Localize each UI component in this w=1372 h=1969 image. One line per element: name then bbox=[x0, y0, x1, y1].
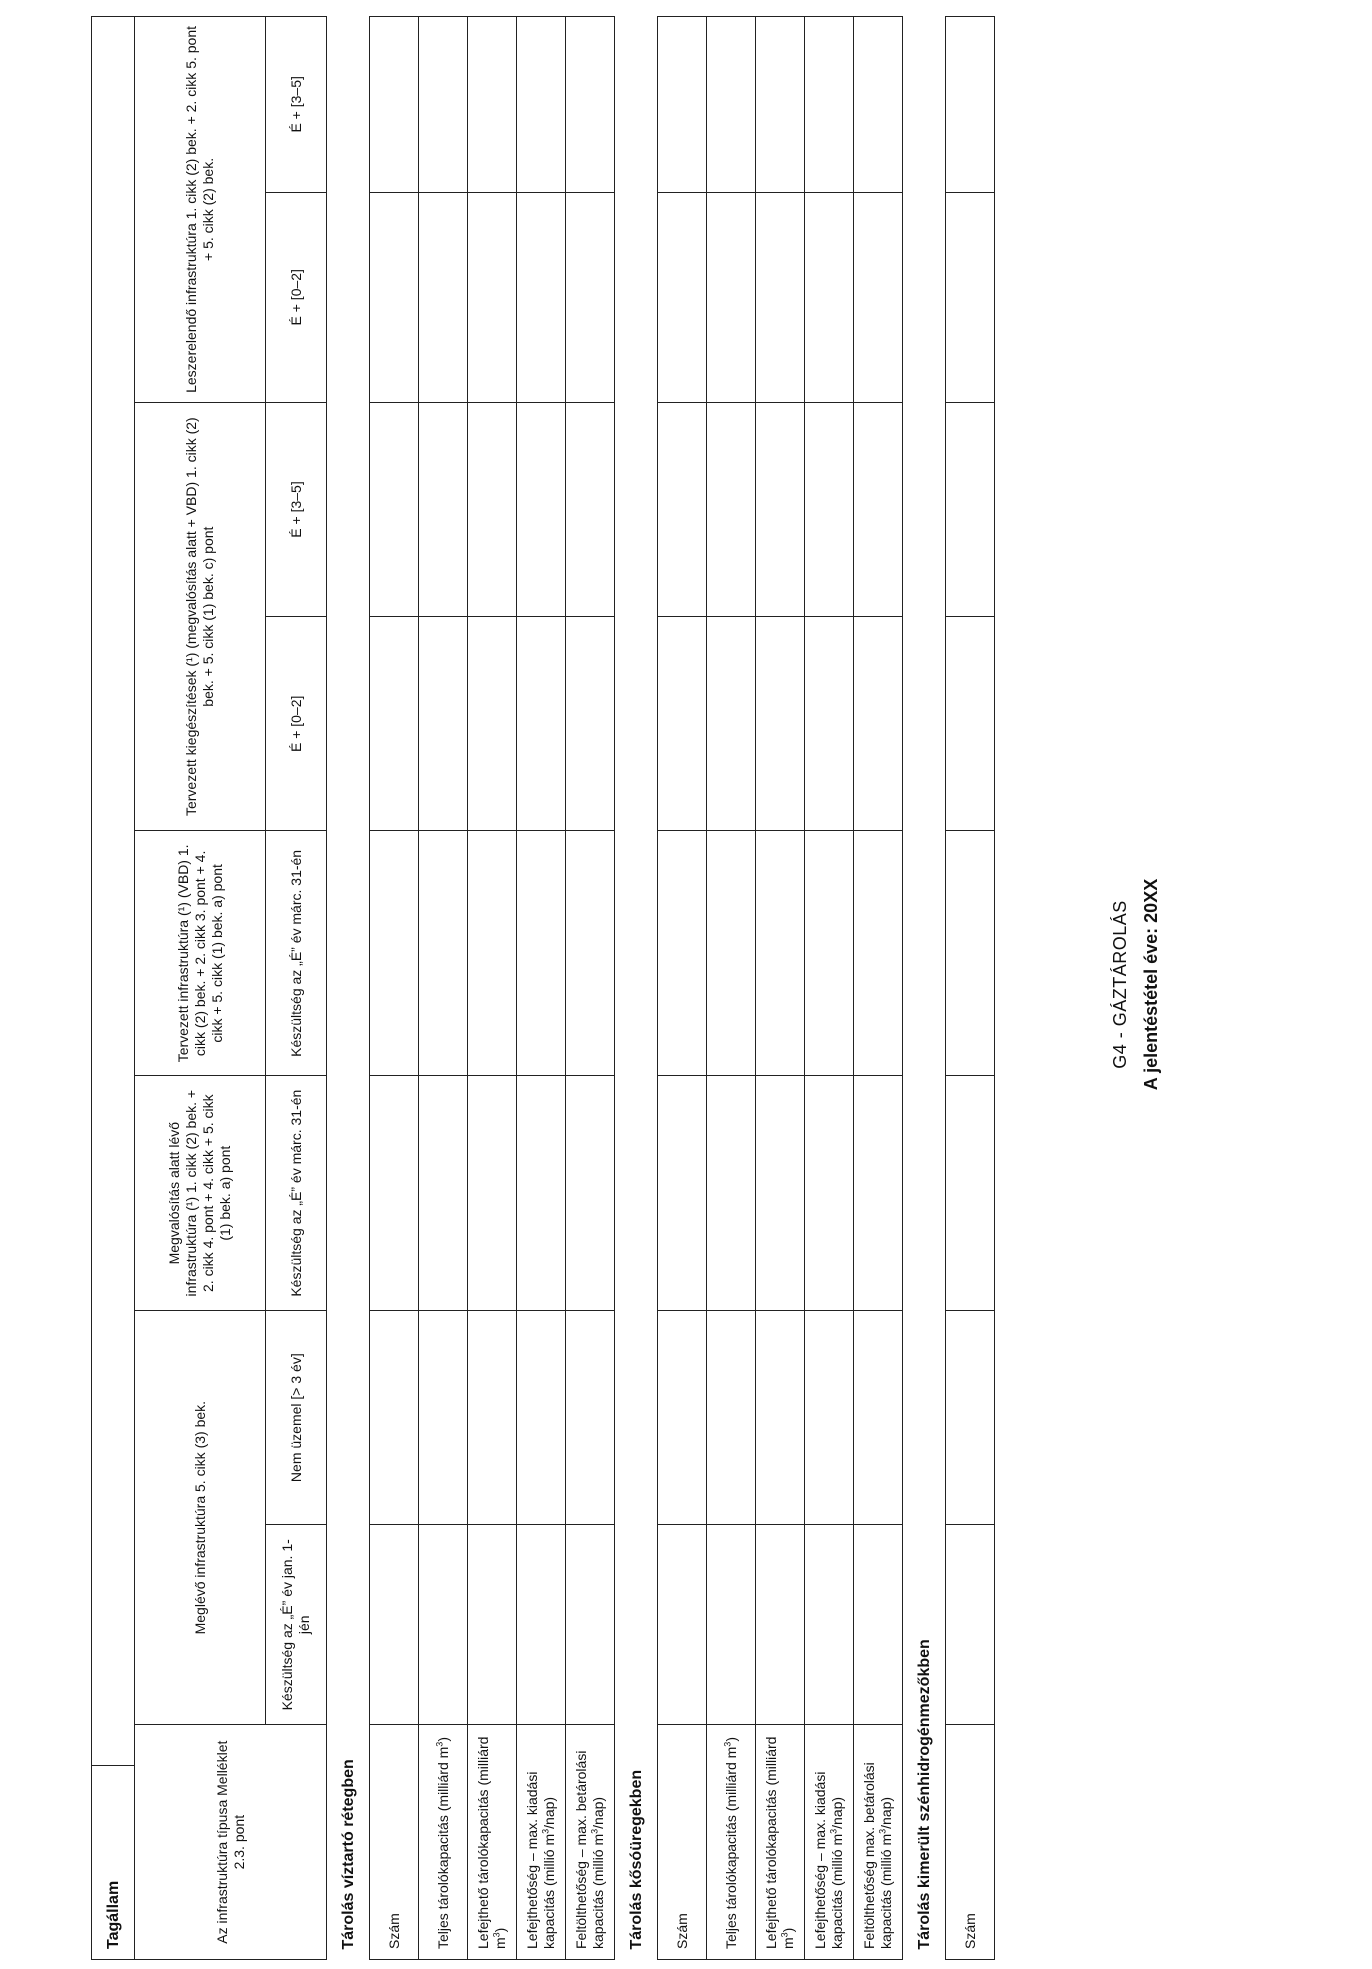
value-cell[interactable] bbox=[370, 402, 419, 616]
infrastructure-type-header: Az infrastruktúra típusa Melléklet 2.3. pont bbox=[135, 1725, 327, 1960]
value-cell[interactable] bbox=[566, 402, 615, 616]
row-unit-suffix: /nap) bbox=[541, 1796, 557, 1829]
value-cell[interactable] bbox=[419, 402, 468, 616]
value-cell[interactable] bbox=[756, 831, 805, 1076]
table-row bbox=[468, 17, 517, 1960]
value-cell[interactable] bbox=[370, 1525, 419, 1725]
row-unit-text: (millió m bbox=[829, 1833, 845, 1886]
table-row bbox=[854, 17, 903, 1960]
value-cell[interactable] bbox=[946, 617, 995, 831]
section-title: Tárolás víztartó rétegben bbox=[327, 17, 370, 1960]
row-unit-text: (millió m bbox=[590, 1833, 606, 1886]
value-cell[interactable] bbox=[805, 1525, 854, 1725]
planned-status-header: Készültség az „É” év márc. 31-én bbox=[266, 831, 327, 1076]
row-label bbox=[805, 1725, 854, 1960]
row-unit-text: (millió m bbox=[878, 1833, 894, 1886]
value-cell[interactable] bbox=[468, 831, 517, 1076]
row-label-text: Lefejthető tárolókapacitás bbox=[763, 1789, 779, 1949]
value-cell[interactable] bbox=[946, 1311, 995, 1525]
value-cell[interactable] bbox=[658, 617, 707, 831]
row-unit-superscript: 3 bbox=[877, 1828, 888, 1834]
row-unit-text: (milliárd m bbox=[475, 1736, 508, 1949]
row-label bbox=[658, 1725, 707, 1960]
table-row bbox=[658, 17, 707, 1960]
planned-additions-0-2-header: É + [0–2] bbox=[266, 617, 327, 831]
value-cell[interactable] bbox=[658, 402, 707, 616]
value-cell[interactable] bbox=[756, 1525, 805, 1725]
decommissioned-3-5-header: É + [3–5] bbox=[266, 17, 327, 193]
row-unit-superscript: 3 bbox=[491, 1932, 502, 1938]
value-cell[interactable] bbox=[419, 192, 468, 402]
decommissioned-0-2-header: É + [0–2] bbox=[266, 192, 327, 402]
value-cell[interactable] bbox=[517, 192, 566, 402]
row-unit-suffix: /nap) bbox=[878, 1796, 894, 1829]
row-label-text: Feltölthetőség – max. betárolási kapacitás bbox=[573, 1750, 606, 1949]
value-cell[interactable] bbox=[517, 402, 566, 616]
value-cell[interactable] bbox=[707, 617, 756, 831]
row-label bbox=[756, 1725, 805, 1960]
value-cell[interactable] bbox=[805, 1076, 854, 1311]
row-label bbox=[946, 1725, 995, 1960]
value-cell[interactable] bbox=[854, 1311, 903, 1525]
row-label-text: Lefejthető tárolókapacitás bbox=[475, 1789, 491, 1949]
row-unit-suffix: /nap) bbox=[829, 1796, 845, 1829]
row-unit-text: (milliárd m bbox=[722, 1746, 739, 1812]
row-label-text: Lefejthetőség – max. kiadási kapacitás bbox=[812, 1771, 845, 1949]
value-cell[interactable] bbox=[419, 1311, 468, 1525]
value-cell[interactable] bbox=[805, 1311, 854, 1525]
value-cell[interactable] bbox=[658, 1076, 707, 1311]
table-row bbox=[946, 17, 995, 1960]
planned-additions-3-5-header: É + [3–5] bbox=[266, 402, 327, 616]
value-cell[interactable] bbox=[854, 1076, 903, 1311]
under-construction-status-header: Készültség az „É” év márc. 31-én bbox=[266, 1076, 327, 1311]
value-cell[interactable] bbox=[707, 1311, 756, 1525]
value-cell[interactable] bbox=[805, 402, 854, 616]
value-cell[interactable] bbox=[517, 1525, 566, 1725]
row-unit-superscript: 3 bbox=[433, 1741, 444, 1747]
value-cell[interactable] bbox=[756, 1076, 805, 1311]
document-heading bbox=[1110, 0, 1162, 1969]
section-row bbox=[903, 17, 946, 1960]
value-cell[interactable] bbox=[658, 17, 707, 193]
value-cell[interactable] bbox=[756, 617, 805, 831]
planned-additions-header: Tervezett kiegészítések (¹) (megvalósítás alatt + VBD) 1. cikk (2) bek. + 5. cikk (1) bek. c) pont bbox=[135, 402, 266, 831]
value-cell[interactable] bbox=[854, 617, 903, 831]
table-row bbox=[370, 17, 419, 1960]
table-row bbox=[756, 17, 805, 1960]
value-cell[interactable] bbox=[658, 831, 707, 1076]
group-header-row bbox=[135, 17, 266, 1960]
row-unit-suffix: ) bbox=[492, 1927, 508, 1933]
value-cell[interactable] bbox=[370, 192, 419, 402]
planned-infrastructure-header: Tervezett infrastruktúra (¹) (VBD) 1. cikk (2) bek. + 2. cikk 3. pont + 4. cikk + 5. cikk (1) bek. a) pont bbox=[135, 831, 266, 1076]
value-cell[interactable] bbox=[566, 1311, 615, 1525]
value-cell[interactable] bbox=[517, 1076, 566, 1311]
value-cell[interactable] bbox=[566, 831, 615, 1076]
value-cell[interactable] bbox=[707, 192, 756, 402]
document-title: G4 - GÁZTÁROLÁS bbox=[1110, 900, 1130, 1069]
value-cell[interactable] bbox=[517, 1311, 566, 1525]
value-cell[interactable] bbox=[419, 617, 468, 831]
row-unit-superscript: 3 bbox=[828, 1828, 839, 1834]
row-unit-superscript: 3 bbox=[540, 1828, 551, 1834]
value-cell[interactable] bbox=[707, 831, 756, 1076]
value-cell[interactable] bbox=[566, 17, 615, 193]
row-label-text: Teljes tárolókapacitás bbox=[722, 1815, 739, 1949]
existing-status-jan1-header: Készültség az „É” év jan. 1-jén bbox=[266, 1525, 327, 1725]
row-unit-superscript: 3 bbox=[779, 1932, 790, 1938]
row-label-text: Lefejthetőség – max. kiadási kapacitás bbox=[524, 1771, 557, 1949]
table-row bbox=[566, 17, 615, 1960]
section-row bbox=[327, 17, 370, 1960]
member-state-label: Tagállam bbox=[92, 1766, 135, 1960]
decommissioned-header: Leszerelendő infrastruktúra 1. cikk (2) bek. + 2. cikk 5. pont + 5. cikk (2) bek. bbox=[135, 17, 266, 403]
row-label-text: Szám bbox=[961, 1913, 978, 1949]
value-cell[interactable] bbox=[468, 1311, 517, 1525]
value-cell[interactable] bbox=[707, 1525, 756, 1725]
value-cell[interactable] bbox=[566, 192, 615, 402]
value-cell[interactable] bbox=[566, 1076, 615, 1311]
value-cell[interactable] bbox=[468, 1525, 517, 1725]
existing-not-operating-header: Nem üzemel [> 3 év] bbox=[266, 1311, 327, 1525]
value-cell[interactable] bbox=[756, 17, 805, 193]
value-cell[interactable] bbox=[805, 17, 854, 193]
row-label bbox=[370, 1725, 419, 1960]
row-unit-superscript: 3 bbox=[721, 1741, 732, 1747]
value-cell[interactable] bbox=[419, 1525, 468, 1725]
row-label bbox=[517, 1725, 566, 1960]
value-cell[interactable] bbox=[566, 1525, 615, 1725]
value-cell[interactable] bbox=[370, 1076, 419, 1311]
row-unit-text: (milliárd m bbox=[763, 1736, 796, 1949]
value-cell[interactable] bbox=[946, 1076, 995, 1311]
value-cell[interactable] bbox=[946, 192, 995, 402]
row-unit-text: (milliárd m bbox=[434, 1746, 451, 1812]
table-row bbox=[419, 17, 468, 1960]
value-cell[interactable] bbox=[946, 1525, 995, 1725]
value-cell[interactable] bbox=[707, 1076, 756, 1311]
member-state-row bbox=[92, 17, 135, 1960]
row-unit-suffix: /nap) bbox=[590, 1796, 606, 1829]
value-cell[interactable] bbox=[468, 402, 517, 616]
value-cell[interactable] bbox=[756, 402, 805, 616]
row-label bbox=[468, 1725, 517, 1960]
row-unit-superscript: 3 bbox=[589, 1828, 600, 1834]
existing-infrastructure-header: Meglévő infrastruktúra 5. cikk (3) bek. bbox=[135, 1311, 266, 1725]
value-cell[interactable] bbox=[707, 17, 756, 193]
value-cell[interactable] bbox=[419, 831, 468, 1076]
value-cell[interactable] bbox=[658, 192, 707, 402]
value-cell[interactable] bbox=[517, 831, 566, 1076]
value-cell[interactable] bbox=[370, 617, 419, 831]
value-cell[interactable] bbox=[517, 17, 566, 193]
row-label-text: Szám bbox=[385, 1913, 402, 1949]
table-row bbox=[805, 17, 854, 1960]
value-cell[interactable] bbox=[370, 1311, 419, 1525]
value-cell[interactable] bbox=[854, 1525, 903, 1725]
value-cell[interactable] bbox=[468, 192, 517, 402]
value-cell[interactable] bbox=[854, 402, 903, 616]
value-cell[interactable] bbox=[756, 192, 805, 402]
value-cell[interactable] bbox=[517, 617, 566, 831]
value-cell[interactable] bbox=[805, 192, 854, 402]
value-cell[interactable] bbox=[854, 17, 903, 193]
member-state-value-cell[interactable] bbox=[92, 17, 135, 1766]
value-cell[interactable] bbox=[658, 1311, 707, 1525]
row-label bbox=[707, 1725, 756, 1960]
section-row bbox=[615, 17, 658, 1960]
under-construction-header: Megvalósítás alatt lévő infrastruktúra (¹) 1. cikk (2) bek. + 2. cikk 4. pont + 4. cikk + 5. cikk (1) bek. a) pont bbox=[135, 1076, 266, 1311]
row-unit-suffix: ) bbox=[722, 1737, 739, 1742]
value-cell[interactable] bbox=[946, 17, 995, 193]
row-label-text: Szám bbox=[673, 1913, 690, 1949]
value-cell[interactable] bbox=[946, 831, 995, 1076]
reporting-year: A jelentéstétel éve: 20XX bbox=[1141, 878, 1161, 1091]
gas-storage-table bbox=[91, 16, 995, 1960]
row-unit-suffix: ) bbox=[434, 1737, 451, 1742]
row-label-text: Teljes tárolókapacitás bbox=[434, 1815, 451, 1949]
value-cell[interactable] bbox=[805, 617, 854, 831]
value-cell[interactable] bbox=[419, 1076, 468, 1311]
value-cell[interactable] bbox=[370, 17, 419, 193]
table-row bbox=[707, 17, 756, 1960]
value-cell[interactable] bbox=[946, 402, 995, 616]
section-title: Tárolás kimerült szénhidrogénmezőkben bbox=[903, 17, 946, 1960]
section-title: Tárolás kősóüregekben bbox=[615, 17, 658, 1960]
row-unit-text: (millió m bbox=[541, 1833, 557, 1886]
row-label bbox=[854, 1725, 903, 1960]
value-cell[interactable] bbox=[468, 1076, 517, 1311]
value-cell[interactable] bbox=[658, 1525, 707, 1725]
value-cell[interactable] bbox=[756, 1311, 805, 1525]
value-cell[interactable] bbox=[854, 831, 903, 1076]
value-cell[interactable] bbox=[419, 17, 468, 193]
row-label bbox=[419, 1725, 468, 1960]
value-cell[interactable] bbox=[468, 17, 517, 193]
value-cell[interactable] bbox=[707, 402, 756, 616]
value-cell[interactable] bbox=[370, 831, 419, 1076]
value-cell[interactable] bbox=[854, 192, 903, 402]
row-label bbox=[566, 1725, 615, 1960]
value-cell[interactable] bbox=[805, 831, 854, 1076]
value-cell[interactable] bbox=[566, 617, 615, 831]
row-unit-suffix: ) bbox=[780, 1927, 796, 1933]
sub-header-row bbox=[266, 17, 327, 1960]
value-cell[interactable] bbox=[468, 617, 517, 831]
row-label-text: Feltölthetőség max. betárolási kapacitás bbox=[861, 1762, 894, 1949]
table-row bbox=[517, 17, 566, 1960]
